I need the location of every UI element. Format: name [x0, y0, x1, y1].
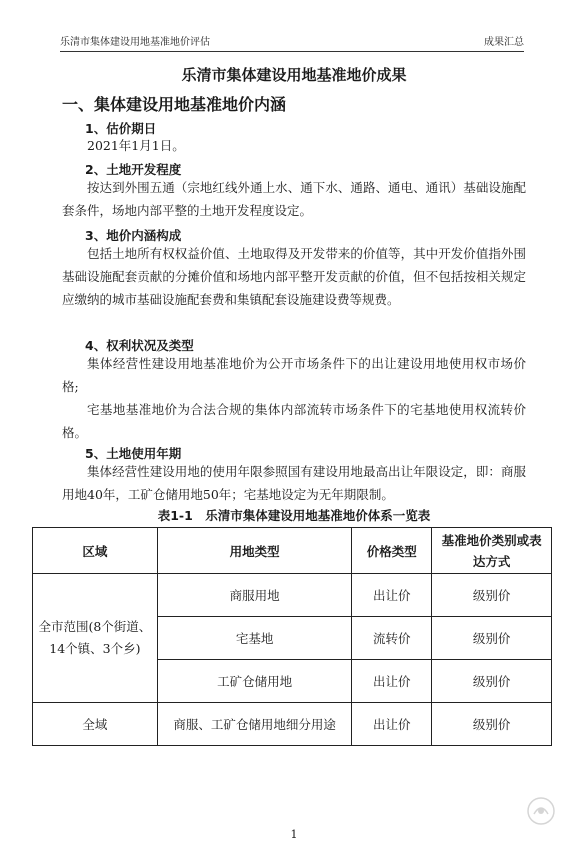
expression-cell: 级别价 [432, 660, 552, 703]
document-title: 乐清市集体建设用地基准地价成果 [181, 66, 407, 84]
land-type-cell: 商服、工矿仓储用地细分用途 [157, 703, 352, 746]
item-3-para: 包括土地所有权权益价值、土地取得及开发带来的价值等，其中开发价值指外围基础设施配套贡献的分摊价值和场地内部平整开发贡献的价值，但不包括按相关规定应缴纳的城市基础设施配套费和集镇配套设施建设费等规费。 [62, 246, 526, 307]
price-type-cell: 流转价 [352, 617, 432, 660]
header-right: 成果汇总 [484, 37, 524, 48]
watermark-icon [524, 794, 558, 828]
expression-cell: 级别价 [432, 703, 552, 746]
table-row [33, 703, 552, 746]
region-cell: 全市范围(8个街道、14个镇、3个乡) [33, 574, 158, 703]
item-5-para: 集体经营性建设用地的使用年限参照国有建设用地最高出让年限设定，即：商服用地40年，工矿仓储用地50年；宅基地设定为无年期限制。 [62, 464, 526, 502]
land-price-table [32, 527, 552, 746]
price-type-cell: 出让价 [352, 703, 432, 746]
item-4-para-1: 集体经营性建设用地基准地价为公开市场条件下的出让建设用地使用权市场价格; [62, 356, 526, 394]
page-number: 1 [290, 828, 298, 841]
land-type-cell: 商服用地 [157, 574, 352, 617]
section-heading: 一、集体建设用地基准地价内涵 [62, 95, 287, 114]
land-type-cell: 宅基地 [157, 617, 352, 660]
col-header-region: 区域 [33, 528, 158, 574]
item-heading-1: 1、估价期日 [85, 121, 157, 136]
item-heading-3: 3、地价内涵构成 [85, 228, 182, 243]
table-row [33, 574, 552, 617]
item-heading-5: 5、土地使用年期 [85, 446, 182, 461]
item-heading-4: 4、权利状况及类型 [85, 338, 194, 353]
col-header-price-type: 价格类型 [352, 528, 432, 574]
table-header-row [33, 528, 552, 574]
col-header-expression: 基准地价类别或表达方式 [432, 528, 552, 574]
col-header-land-type: 用地类型 [157, 528, 352, 574]
region-cell: 全域 [33, 703, 158, 746]
price-type-cell: 出让价 [352, 574, 432, 617]
header-left: 乐清市集体建设用地基准地价评估 [60, 37, 210, 48]
expression-cell: 级别价 [432, 617, 552, 660]
item-1-para: 2021年1月1日。 [87, 138, 185, 153]
item-4-para-2: 宅基地基准地价为合法合规的集体内部流转市场条件下的宅基地使用权流转价格。 [62, 402, 526, 440]
page-header [60, 34, 524, 52]
item-heading-2: 2、土地开发程度 [85, 162, 182, 177]
expression-cell: 级别价 [432, 574, 552, 617]
price-type-cell: 出让价 [352, 660, 432, 703]
land-type-cell: 工矿仓储用地 [157, 660, 352, 703]
table-caption: 表1-1 乐清市集体建设用地基准地价体系一览表 [157, 508, 431, 523]
item-2-para: 按达到外围五通（宗地红线外通上水、通下水、通路、通电、通讯）基础设施配套条件，场地内部平整的土地开发程度设定。 [62, 180, 526, 218]
